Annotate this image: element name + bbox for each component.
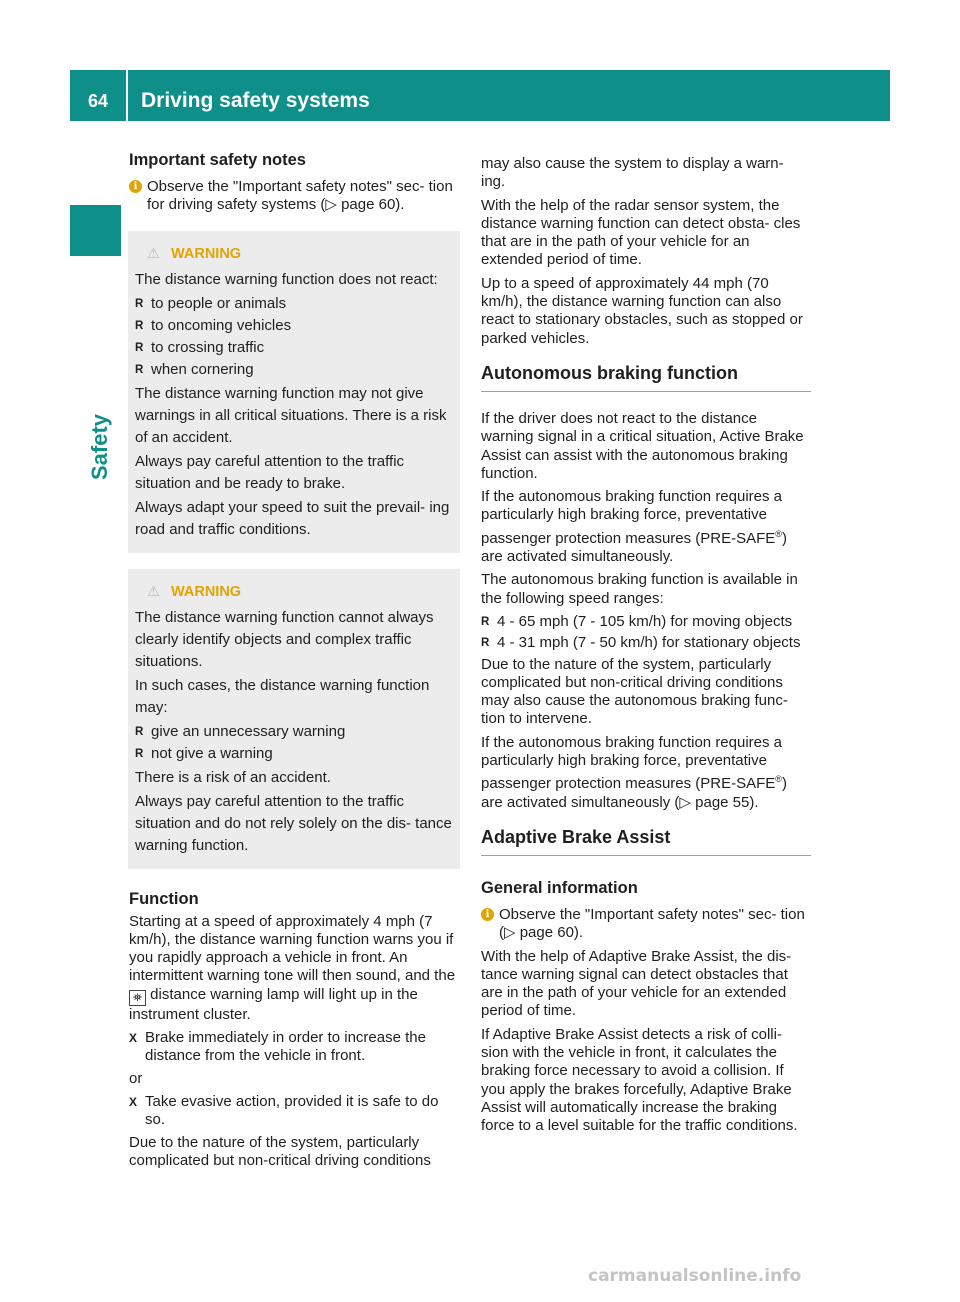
warning-text: Always pay careful attention to the traffic situation and be ready to brake. [135, 452, 405, 492]
list-item: R to crossing traffic [135, 337, 453, 359]
right-column [481, 155, 811, 1140]
warning-heading: ⚠ WARNING [135, 243, 453, 265]
heading-general-information: General information [481, 878, 638, 897]
body-text: Up to a speed of approximately 44 mph (70 km/h), the distance warning function can also react to stationary obstacles, such as stopped or parked vehicles. [481, 274, 803, 347]
distance-warning-lamp-icon: ⛯ [129, 990, 146, 1006]
page-title: Driving safety systems [141, 89, 370, 112]
heading-important-safety-notes: Important safety notes [129, 151, 306, 169]
list-item: R to oncoming vehicles [135, 315, 453, 337]
function-text: Starting at a speed of approximately 4 mph (7 km/h), the distance warning function warns you if you rapidly approach a vehicle in front. An intermittent warning tone will then sound, and the ⛯ distance warning lamp will light up in the instrument cluster. [129, 912, 456, 1023]
warning-box-1 [128, 231, 460, 553]
or-text: or [129, 1069, 143, 1087]
body-text: Due to the nature of the system, particularly complicated but non-critical driving conditions [129, 1133, 431, 1169]
warning-triangle-icon: ⚠ [147, 245, 160, 262]
header-divider [126, 70, 128, 121]
warning-text: The distance warning function may not give warnings in all critical situations. There is a risk of an accident. [135, 384, 447, 446]
left-column [129, 150, 459, 1175]
info-icon: i [481, 908, 494, 921]
page-number: 64 [87, 91, 109, 111]
side-tab-label: Safety [87, 413, 112, 480]
watermark: carmanualsonline.info [588, 1266, 802, 1286]
body-text: With the help of Adaptive Brake Assist, the dis- tance warning signal can detect obstacles that are in the path of your vehicle for an extended period of time. [481, 947, 792, 1020]
info-note [481, 906, 811, 943]
heading-function: Function [129, 889, 199, 908]
warning-text: Always adapt your speed to suit the prevail- ing road and traffic conditions. [135, 498, 450, 538]
body-text: If the autonomous braking function requires a particularly high braking force, preventative passenger protection measures (PRE-SAFE®) are activated simultaneously. [481, 488, 787, 566]
heading-adaptive-brake-assist: Adaptive Brake Assist [481, 826, 811, 856]
speed-range-list [481, 613, 811, 653]
list-item: R 4 - 31 mph (7 - 50 km/h) for stationary objects [481, 634, 811, 652]
warning-heading: ⚠ WARNING [135, 581, 453, 603]
list-item: R not give a warning [135, 743, 453, 765]
warning-list [135, 721, 453, 765]
list-item: R 4 - 65 mph (7 - 105 km/h) for moving objects [481, 613, 811, 631]
info-note [129, 178, 459, 215]
warning-list [135, 293, 453, 381]
body-text: may also cause the system to display a warn- ing. [481, 155, 784, 191]
info-icon: i [129, 180, 142, 193]
list-item: R when cornering [135, 359, 453, 381]
action-arrow-icon: X [129, 1031, 138, 1046]
action-step: X Brake immediately in order to increase the distance from the vehicle in front. [129, 1029, 426, 1065]
warning-text: The distance warning function cannot always clearly identify objects and complex traffic situations. [135, 608, 434, 670]
warning-text: There is a risk of an accident. [135, 768, 331, 786]
heading-autonomous-braking: Autonomous braking function [481, 362, 811, 392]
list-item: R give an unnecessary warning [135, 721, 453, 743]
warning-triangle-icon: ⚠ [147, 583, 160, 600]
body-text: If the autonomous braking function requires a particularly high braking force, preventative passenger protection measures (PRE-SAFE®) are activated simultaneously (▷ page 55). [481, 733, 787, 811]
warning-text: The distance warning function does not react: [135, 270, 438, 288]
info-note-text: Observe the "Important safety notes" sec- tion (▷ page 60). [499, 905, 805, 942]
side-tab-block [70, 205, 121, 256]
info-note-text: Observe the "Important safety notes" sec- tion for driving safety systems (▷ page 60). [147, 178, 453, 214]
body-text: With the help of the radar sensor system, the distance warning function can detect obsta- cles that are in the path of your vehicle for an extended period of time. [481, 196, 801, 269]
action-step: X Take evasive action, provided it is safe to do so. [129, 1092, 439, 1129]
body-text: If the driver does not react to the distance warning signal in a critical situation, Active Brake Assist can assist with the autonomous braking function. [481, 409, 804, 482]
warning-text: In such cases, the distance warning function may: [135, 676, 430, 716]
body-text: If Adaptive Brake Assist detects a risk of colli- sion with the vehicle in front, it calculates the braking force necessary to avoid a collision. If you apply the brakes forcefully, Adaptive Brake Assist will automatically increase the braking force to a level suitable for the traffic conditions. [481, 1025, 798, 1135]
list-item: R to people or animals [135, 293, 453, 315]
warning-box-2 [128, 569, 460, 869]
action-arrow-icon: X [129, 1094, 138, 1109]
warning-text: Always pay careful attention to the traffic situation and do not rely solely on the dis- tance warning function. [135, 792, 452, 854]
body-text: The autonomous braking function is available in the following speed ranges: [481, 571, 798, 607]
body-text: Due to the nature of the system, particularly complicated but non-critical driving conditions may also cause the autonomous braking func- tion to intervene. [481, 655, 788, 728]
